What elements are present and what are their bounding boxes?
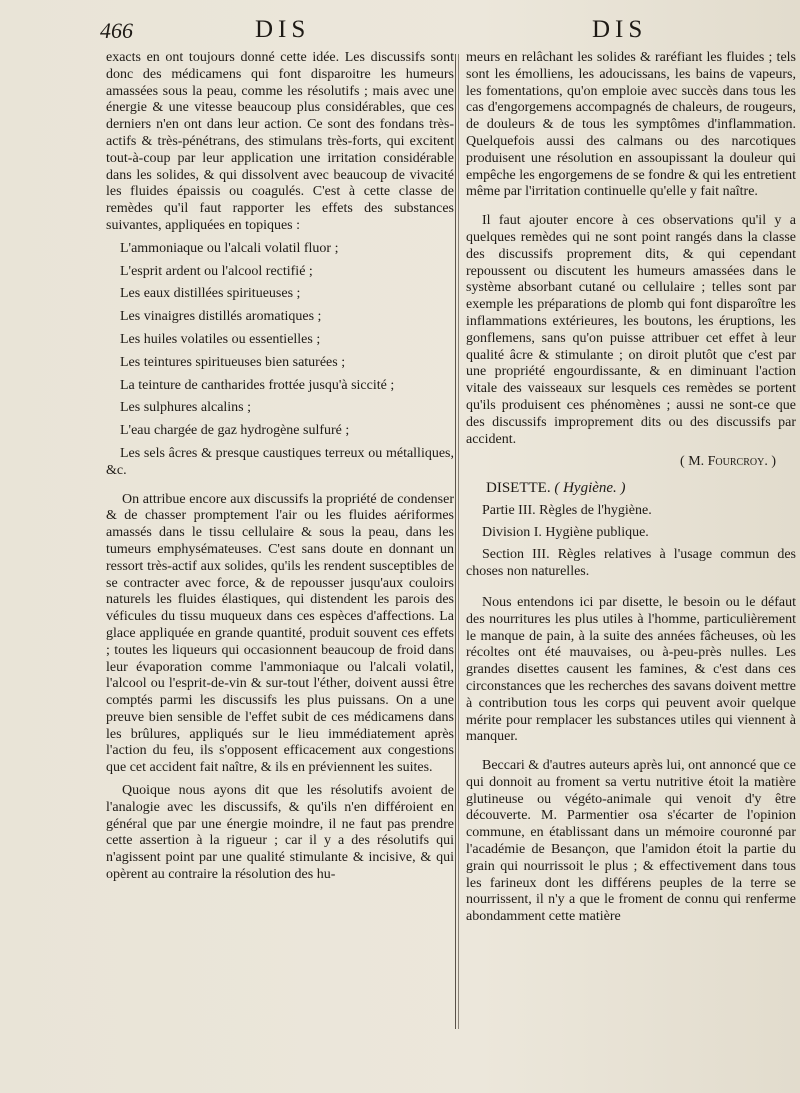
division-heading: Division I. Hygiène publique. xyxy=(482,525,649,541)
paragraph-observations: Il faut ajouter encore à ces observations qu'il y a quelques remèdes qui ne sont point rangés dans la classe des discussifs proprement dits, & qui cependant repoussent ou discutent les humeurs amassées dans le système absorbant cutané ou cellulaire ; telles sont par exemple les préparations de plomb qui font disparoître les inflammations extérieures, les boutons, les éruptions, les gonflemens, sans qu'on puisse attribuer cet effet à leur qualité âcre & stimulante ; on diroit plutôt que c'est par une propriété engourdissante, & en diminuant l'action vitale des vaisseaux sur lesquels ces remèdes se portent qu'ils produisent ces phénomènes ; aussi ne sont-ce que des discussifs improprement dits ou des discussifs par accident. xyxy=(466,213,796,447)
page-number: 466 xyxy=(100,18,133,43)
list-item: Les sulphures alcalins ; xyxy=(120,400,252,416)
paragraph-resolutifs: Quoique nous ayons dit que les résolutifs avoient de l'analogie avec les discussifs, & qu'ils n'en différoient en général que par une énergie moindre, il ne faut pas prendre cette assertion à la rigueur ; car il y a des résolutifs qui n'agissent point par une qualité stimulante & incisive, & qui opèrent au contraire la résolution des hu- xyxy=(106,783,454,883)
list-item: L'eau chargée de gaz hydrogène sulfuré ; xyxy=(120,423,350,439)
paragraph-discussifs-definition: exacts en ont toujours donné cette idée. Les discussifs sont donc des médicamens qui font disparoitre les humeurs amassées sous la peau, comme les résolutifs ; mais avec une énergie & une vitesse beaucoup plus considérables, que ces derniers n'en ont dans leur action. Ce sont des fondans très-actifs & très-pénétrans, des stimulans très-forts, qui excitent tout-à-coup par leur application une irritation considérable dans les solides, & qui dissolvent avec beaucoup de vivacité les fluides épaissis ou coagulés. C'est à cette classe de remèdes qu'il faut rapporter les effets des substances suivantes, appliquées en topiques : xyxy=(106,50,454,233)
substance-list xyxy=(106,241,454,480)
entry-class: ( Hygiène. ) xyxy=(554,480,626,497)
list-item: Les eaux distillées spiritueuses ; xyxy=(120,286,301,302)
paragraph-air-fluids: On attribue encore aux discussifs la propriété de condenser & de chasser promptement l'air ou les fluides aériformes amassés dans le tissu cellulaire & sous la peau, dans les tumeurs emphysémateuses. C'est sans doute en donnant un ressort très-actif aux solides, qu'ils les rendent susceptibles de se contracter avec force, & de repousser jusqu'aux couloirs naturels les fluides élastiques, qui distendent les parois des véficules du tissu muqueux dans ces espèces d'affections. La glace appliquée en grande quantité, produit souvent ces effets ; toutes les liqueurs qui occasionnent beaucoup de froid dans leur évaporation comme l'ammoniaque ou l'alcali volatil, l'alcool ou l'esprit-de-vin & sur-tout l'éther, doivent aussi être comptés parmi les discussifs les plus puissans. On a une preuve bien sensible de l'effet subit de ces médicamens dans les brûlures, appliqués sur le lieu immédiatement après l'action du feu, ils s'opposent efficacement aux congestions que cet accident fait naître, & ils en préviennent les suites. xyxy=(106,491,454,776)
page-header xyxy=(0,16,800,50)
section-heading: Section III. Règles relatives à l'usage commun des choses non naturelles. xyxy=(466,547,796,580)
column-rule-inner xyxy=(458,54,459,1029)
paragraph-emolliens: meurs en relâchant les solides & raréfiant les fluides ; tels sont les émolliens, les adoucissans, les bains de vapeurs, les fomentations, qu'on emploie avec succès dans tous les cas d'engorgemens accompagnés de chaleurs, de rougeurs, de douleurs & de tous les symptômes d'inflammation. Quelquefois aussi des calmans ou des narcotiques produisent une résolution en assoupissant la douleur qui empêche les engorgemens de se fondre & qui les entretient même par l'irritation continuelle qu'elle y fait naître. xyxy=(466,50,796,200)
entry-word: DISETTE. xyxy=(486,480,551,497)
paragraph-disette-definition: Nous entendons ici par disette, le besoin ou le défaut des nourritures les plus utiles à l'homme, particulièrement le manque de pain, à la suite des années fâcheuses, où les récoltes ont été mauvaises, ou à-peu-près nulles. Les grandes disettes causent les famines, & c'est dans ces circonstances que les recherches des savans doivent mettre à contribution tous les corps qui peuvent avoir quelque mérite pour remplacer les substances utiles qui viennent à manquer. xyxy=(466,594,796,745)
list-item: Les sels âcres & presque caustiques terreux ou métalliques, &c. xyxy=(106,445,454,478)
column-rule xyxy=(455,54,456,1029)
list-item: La teinture de cantharides frottée jusqu'à siccité ; xyxy=(120,377,395,393)
part-heading: Partie III. Règles de l'hygiène. xyxy=(482,503,652,519)
right-column xyxy=(466,50,796,926)
author-signature: ( M. Fourcroy. ) xyxy=(680,454,776,470)
list-item: Les huiles volatiles ou essentielles ; xyxy=(120,331,321,347)
running-head-left: DIS xyxy=(255,16,311,43)
list-item: Les teintures spiritueuses bien saturées ; xyxy=(120,354,346,370)
paragraph-beccari: Beccari & d'autres auteurs après lui, ont annoncé que ce qui donnoit au froment sa vertu nutritive étoit la matière glutineuse ou végéto-animale qui venoit d'y être découverte. M. Parmentier osa s'écarter de l'opinion commune, en établissant dans un mémoire couronné par l'académie de Besançon, que l'amidon étoit la partie du grain qui nourrissoit le plus ; & effectivement dans tous les farineux dont les différens peuples de la terre se nourrissent, il n'y a que le froment de connu qui renferme abondamment cette matière xyxy=(466,758,796,925)
list-item: L'ammoniaque ou l'alcali volatil fluor ; xyxy=(120,240,339,256)
entry-heading xyxy=(486,480,796,497)
running-head-right: DIS xyxy=(592,16,648,43)
list-item: L'esprit ardent ou l'alcool rectifié ; xyxy=(120,263,313,279)
list-item: Les vinaigres distillés aromatiques ; xyxy=(120,309,322,325)
left-column xyxy=(106,50,454,884)
